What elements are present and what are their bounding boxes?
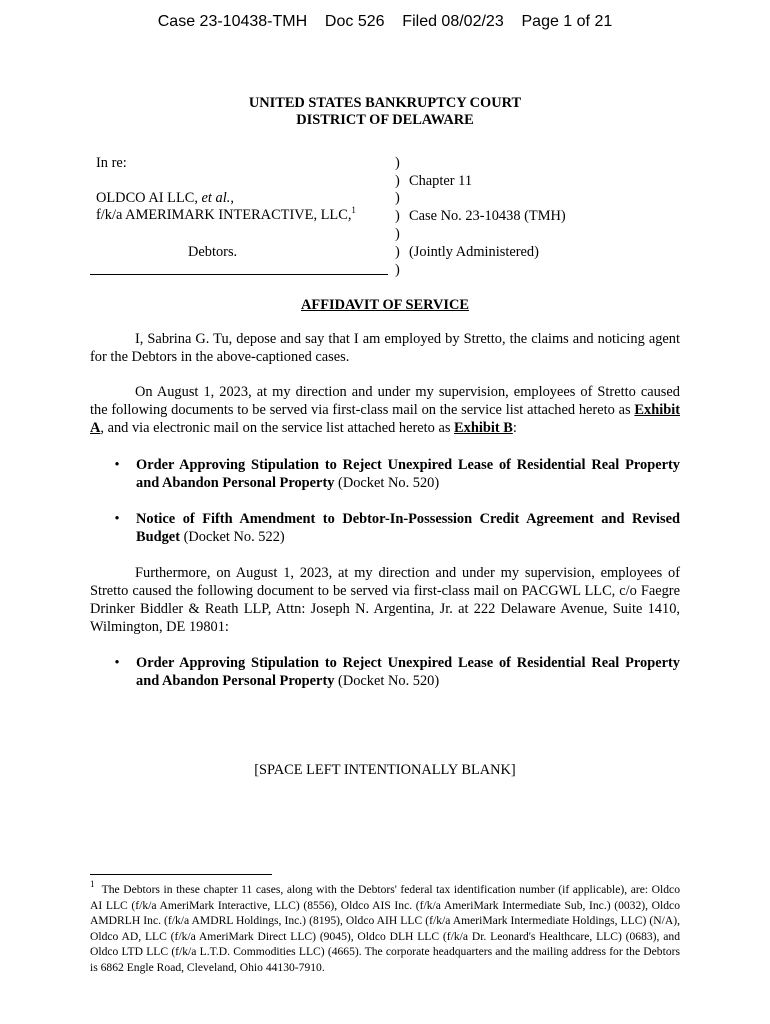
bullet-document-2: Notice of Fifth Amendment to Debtor-In-Possession Credit Agreement and Revised Budget (Docket No. 522)	[136, 511, 680, 545]
caption-debtor-name: OLDCO AI LLC, et al.,	[96, 190, 234, 206]
caption-paren: )	[395, 208, 400, 224]
paragraph-service: On August 1, 2023, at my direction and under my supervision, employees of Stretto caused the following documents to be served via first-class mail on the service list attached hereto as Exhibit A, and via electronic mail on the service list attached hereto as Exhibit B:	[90, 384, 680, 436]
caption-jointly-administered: (Jointly Administered)	[409, 244, 539, 260]
footnote-reference: 1	[351, 205, 356, 215]
court-name: UNITED STATES BANKRUPTCY COURT	[248, 95, 522, 111]
exhibit-b-reference: Exhibit B	[454, 420, 513, 436]
bullet-document-1: Order Approving Stipulation to Reject Unexpired Lease of Residential Real Property and Abandon Personal Property (Docket No. 520)	[136, 457, 680, 491]
space-left-blank-notice: [SPACE LEFT INTENTIONALLY BLANK]	[254, 762, 516, 778]
caption-paren: )	[395, 173, 400, 189]
caption-debtors: Debtors.	[188, 244, 238, 260]
caption-paren: )	[395, 244, 400, 260]
paragraph-additional-service: Furthermore, on August 1, 2023, at my direction and under my supervision, employees of Stretto caused the following document to be served via first-class mail on PACGWL LLC, c/o Faegre Drinker Biddler & Reath LLP, Attn: Joseph N. Argentina, Jr. at 222 Delaware Avenue, Suite 1410, Wilmington, DE 19801:	[90, 565, 680, 635]
footnote-mark: 1	[90, 879, 95, 889]
caption-in-re: In re:	[96, 155, 127, 171]
bullet-icon: •	[114, 457, 120, 473]
caption-et-al: et al.	[201, 190, 231, 206]
caption-case-number: Case No. 23-10438 (TMH)	[409, 208, 566, 224]
caption-underline	[90, 274, 388, 275]
caption-fka: f/k/a AMERIMARK INTERACTIVE, LLC,$^1$	[96, 205, 356, 223]
bullet-icon: •	[114, 511, 120, 527]
caption-paren: )	[395, 262, 400, 278]
footnote: $^1$ The Debtors in these chapter 11 cases, along with the Debtors' federal tax identification number (if applicable), are: Oldco AI LLC (f/k/a AmeriMark Interactive, LLC) (8556), Oldco AIS Inc. (f/k/a AmeriMark Intermediate Sub, Inc.) (0032), Oldco AMDRLH Inc. (f/k/a AMDRL Holdings, Inc.) (8195), Oldco AIH LLC (f/k/a AmeriMark Intermediate Holdings, LLC) (N/A), Oldco AD, LLC (f/k/a AmeriMark Direct LLC) (9045), Oldco DLH LLC (f/k/a Dr. Leonard's Healthcare, LLC) (0683), and Oldco LTD LLC (f/k/a L.T.D. Commodities LLC) (4665). The corporate headquarters and the mailing address for the Debtors is 6862 Engle Road, Cleveland, Ohio 44130-7910.	[90, 879, 680, 974]
bullet-document-3: Order Approving Stipulation to Reject Unexpired Lease of Residential Real Property and Abandon Personal Property (Docket No. 520)	[136, 655, 680, 689]
caption-chapter: Chapter 11	[409, 173, 473, 189]
caption-paren: )	[395, 226, 400, 242]
caption-paren: )	[395, 155, 400, 171]
footnote-separator	[90, 874, 272, 875]
caption-paren: )	[395, 190, 400, 206]
court-district: DISTRICT OF DELAWARE	[296, 112, 474, 128]
filing-header-stamp: Case 23-10438-TMH Doc 526 Filed 08/02/23 Page 1 of 21	[157, 13, 613, 30]
exhibit-a-reference: Exhibit A	[90, 402, 680, 436]
bullet-icon: •	[114, 655, 120, 671]
document-title: AFFIDAVIT OF SERVICE	[301, 297, 469, 313]
paragraph-declarant: I, Sabrina G. Tu, depose and say that I am employed by Stretto, the claims and noticing agent for the Debtors in the above-captioned cases.	[90, 331, 680, 365]
